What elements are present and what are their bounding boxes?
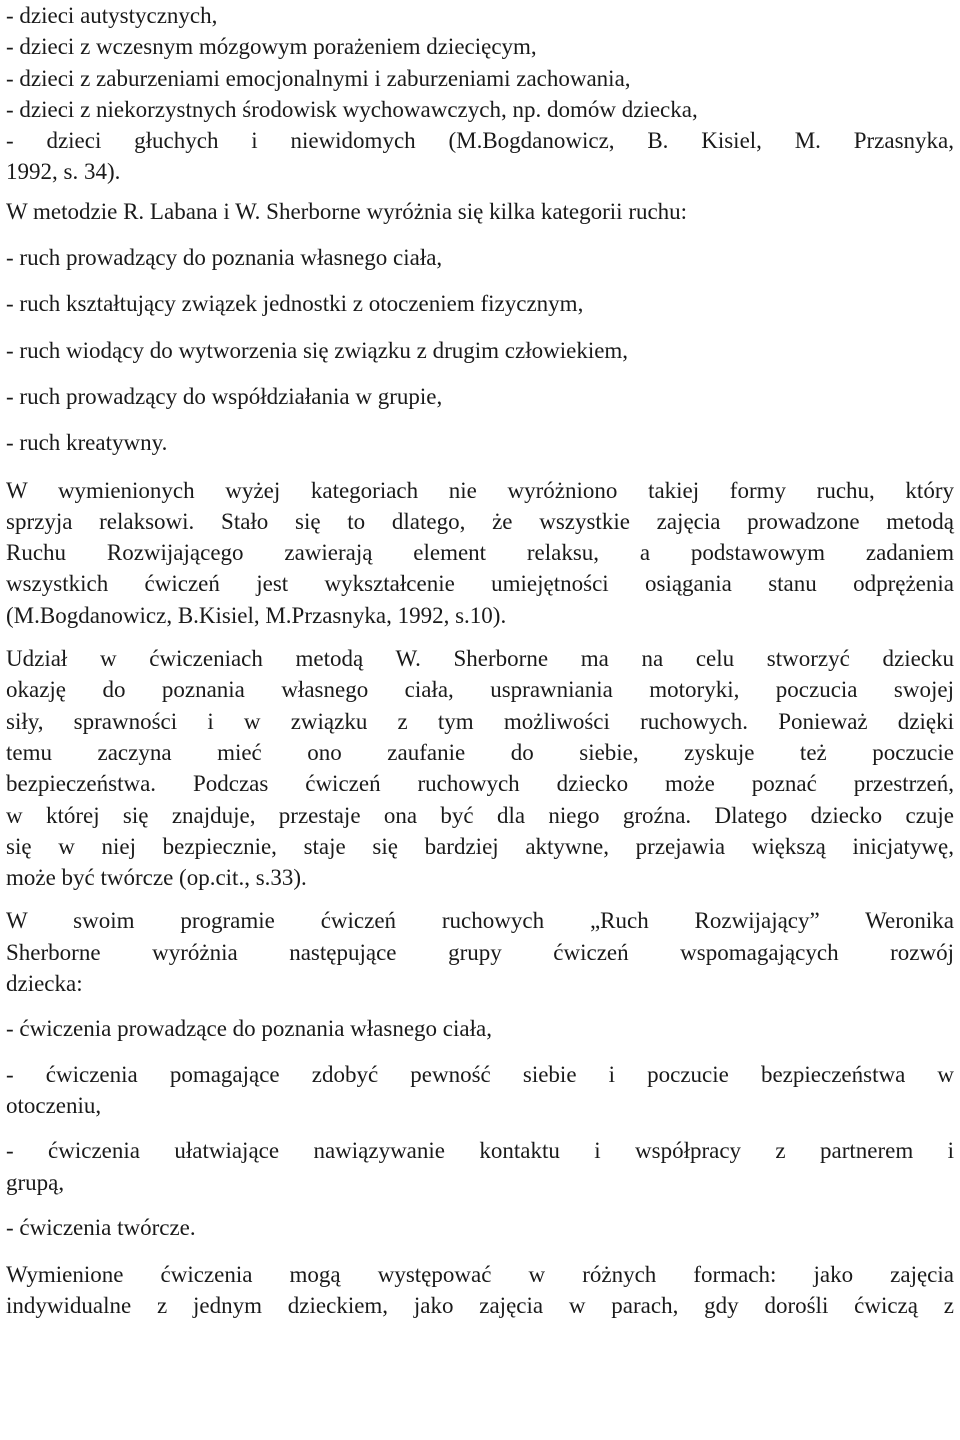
target-groups-list [6,0,954,188]
paragraph-line: W swoim programie ćwiczeń ruchowych „Ruch Rozwijający” Weronika [6,908,954,934]
list-item: - dzieci głuchych i niewidomych (M.Bogdanowicz, B. Kisiel, M. Przasnyka, [6,128,954,154]
paragraph-line: może być twórcze (op.cit., s.33). [6,865,307,891]
list-item-continuation: grupą, [6,1169,65,1195]
paragraph-line: Wymienione ćwiczenia mogą występować w różnych formach: jako zajęcia [6,1262,954,1288]
paragraph-program [6,905,954,999]
exercise-groups-list [6,1013,954,1243]
paragraph-line: się w niej bezpiecznie, staje się bardziej aktywne, przejawia większą inicjatywę, [6,833,954,859]
paragraph-participation [6,643,954,893]
movement-categories-list [6,242,954,458]
paragraph-line: sprzyja relaksowi. Stało się to dlatego, że wszystkie zajęcia prowadzone metodą [6,508,954,534]
list-item-continuation: otoczeniu, [6,1092,102,1118]
paragraph-line: W wymienionych wyżej kategoriach nie wyróżniono takiej formy ruchu, który [6,477,954,503]
paragraph-forms [6,1259,954,1322]
list-item: - dzieci z niekorzystnych środowisk wychowawczych, np. domów dziecka, [6,96,698,122]
paragraph-line: siły, sprawności i w związku z tym możliwości ruchowych. Ponieważ dzięki [6,708,954,734]
list-item: - ćwiczenia pomagające zdobyć pewność siebie i poczucie bezpieczeństwa w [6,1061,954,1087]
paragraph-line: Ruchu Rozwijającego zawierają element relaksu, a podstawowym zadaniem [6,540,954,566]
list-item: - ćwiczenia ułatwiające nawiązywanie kontaktu i współpracy z partnerem i [6,1138,954,1164]
list-item: - ruch wiodący do wytworzenia się związku z drugim człowiekiem, [6,337,629,363]
list-item: - dzieci z zaburzeniami emocjonalnymi i zaburzeniami zachowania, [6,65,631,91]
paragraph-line: (M.Bogdanowicz, B.Kisiel, M.Przasnyka, 1992, s.10). [6,602,507,628]
list-item: - ćwiczenia twórcze. [6,1214,196,1240]
paragraph-line: Udział w ćwiczeniach metodą W. Sherborne ma na celu stworzyć dziecku [6,646,954,672]
list-item: - ćwiczenia prowadzące do poznania własnego ciała, [6,1016,492,1042]
list-item: - ruch prowadzący do poznania własnego ciała, [6,245,443,271]
paragraph-line: indywidualne z jednym dzieckiem, jako zajęcia w parach, gdy dorośli ćwiczą z [6,1293,954,1319]
list-item-continuation: 1992, s. 34). [6,159,121,185]
paragraph-line: wszystkich ćwiczeń jest wykształcenie umiejętności osiągania stanu odprężenia [6,571,954,597]
paragraph-line: Sherborne wyróżnia następujące grupy ćwiczeń wspomagających rozwój [6,939,954,965]
list-item: - dzieci autystycznych, [6,3,218,28]
paragraph-line: w której się znajduje, przestaje ona być dla niego groźna. Dlatego dziecko czuje [6,802,954,828]
paragraph-line: okazję do poznania własnego ciała, usprawniania motoryki, poczucia swojej [6,677,954,703]
paragraph-line: bezpieczeństwa. Podczas ćwiczeń ruchowych dziecko może poznać przestrzeń, [6,771,954,797]
list-item: - ruch kreatywny. [6,430,168,456]
list-item: - ruch kształtujący związek jednostki z otoczeniem fizycznym, [6,291,584,317]
list-item: - dzieci z wczesnym mózgowym porażeniem dziecięcym, [6,34,537,60]
categories-intro: W metodzie R. Labana i W. Sherborne wyróżnia się kilka kategorii ruchu: [6,198,688,224]
list-item: - ruch prowadzący do współdziałania w grupie, [6,383,443,409]
paragraph-line: dziecka: [6,971,83,997]
paragraph-relaxation [6,475,954,631]
document-page [6,0,954,1322]
paragraph-line: temu zaczyna mieć ono zaufanie do siebie, zyskuje też poczucie [6,739,954,765]
